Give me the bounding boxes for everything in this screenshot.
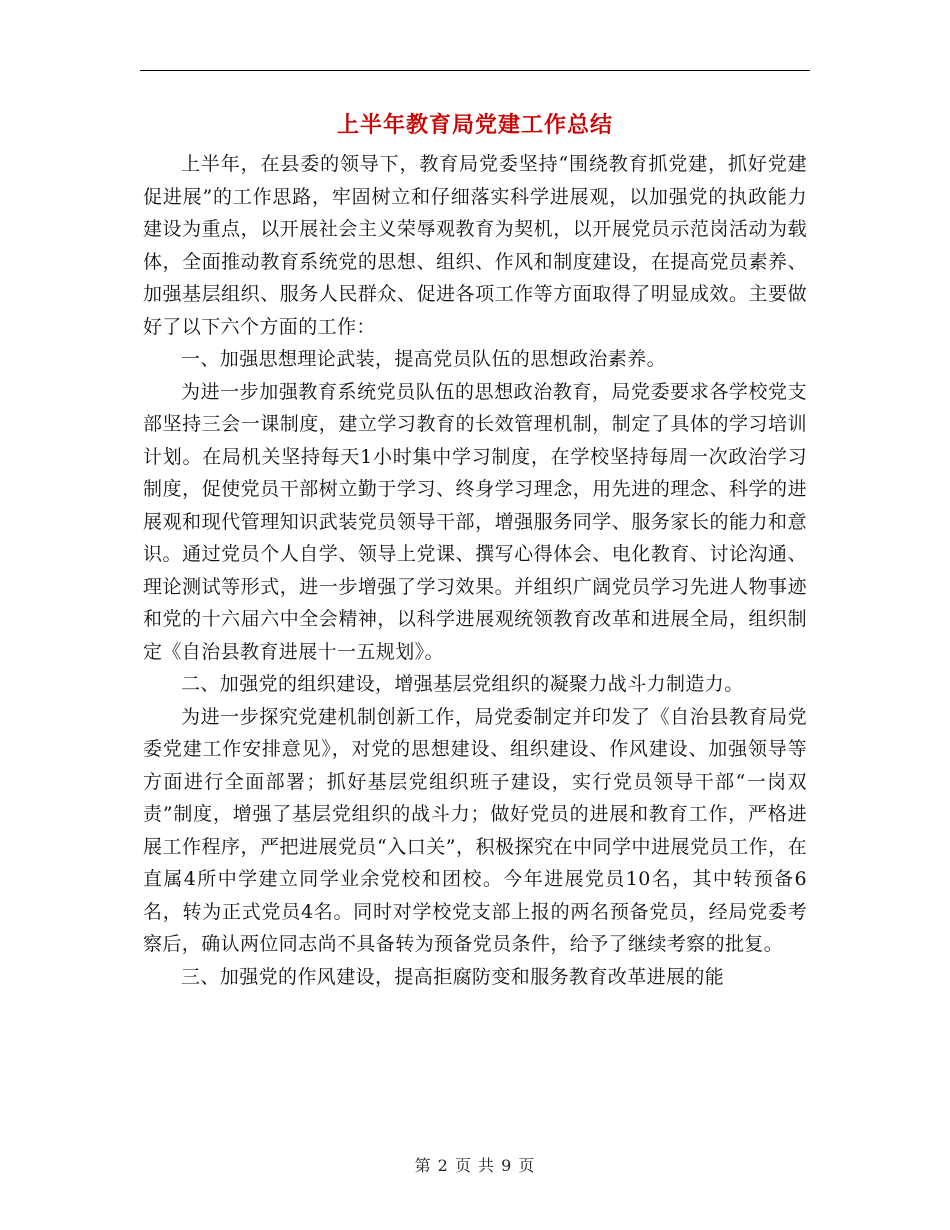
document-title: 上半年教育局党建工作总结 <box>336 112 613 138</box>
section-heading-1: 一、加强思想理论武装，提高党员队伍的思想政治素养。 <box>181 348 667 370</box>
header-rule <box>140 70 810 71</box>
paragraph-section-1: 为进一步加强教育系统党员队伍的思想政治教育，局党委要求各学校党支部坚持三会一课制度，建立学习教育的长效管理机制，制定了具体的学习培训计划。在局机关坚持每天1小时集中学习制度，在学校坚持每周一次政治学习制度，促使党员干部树立勤于学习、终身学习理念，用先进的理念、科学的进展观和现代管理知识武装党员领导干部，增强服务同学、服务家长的能力和意识。通过党员个人自学、领导上党课、撰写心得体会、电化教育、讨论沟通、理论测试等形式，进一步增强了学习效果。并组织广阔党员学习先进人物事迹和党的十六届六中全会精神，以科学进展观统领教育改革和进展全局，组织制定《自治县教育进展十一五规划》。 <box>143 380 807 663</box>
page-number: 第 2 页 共 9 页 <box>414 1156 536 1175</box>
paragraph-section-2: 为进一步探究党建机制创新工作，局党委制定并印发了《自治县教育局党委党建工作安排意见》，对党的思想建设、组织建设、作风建设、加强领导等方面进行全面部署；抓好基层党组织班子建设，实行党员领导干部“一岗双责”制度，增强了基层党组织的战斗力；做好党员的进展和教育工作，严格进展工作程序，严把进展党员“入口关”，积极探究在中同学中进展党员工作，在直属4所中学建立同学业余党校和团校。今年进展党员10名，其中转预备6名，转为正式党员4名。同时对学校党支部上报的两名预备党员，经局党委考察后，确认两位同志尚不具备转为预备党员条件，给予了继续考察的批复。 <box>143 705 807 955</box>
paragraph-intro: 上半年，在县委的领导下，教育局党委坚持“围绕教育抓党建，抓好党建促进展”的工作思路，牢固树立和仔细落实科学进展观，以加强党的执政能力建设为重点，以开展社会主义荣辱观教育为契机，以开展党员示范岗活动为载体，全面推动教育系统党的思想、组织、作风和制度建设，在提高党员素养、加强基层组织、服务人民群众、促进各项工作等方面取得了明显成效。主要做好了以下六个方面的工作： <box>143 153 807 338</box>
section-heading-3: 三、加强党的作风建设，提高拒腐防变和服务教育改革进展的能 <box>181 965 725 988</box>
section-heading-2: 二、加强党的组织建设，增强基层党组织的凝聚力战斗力制造力。 <box>181 673 744 695</box>
document-body <box>143 148 807 993</box>
